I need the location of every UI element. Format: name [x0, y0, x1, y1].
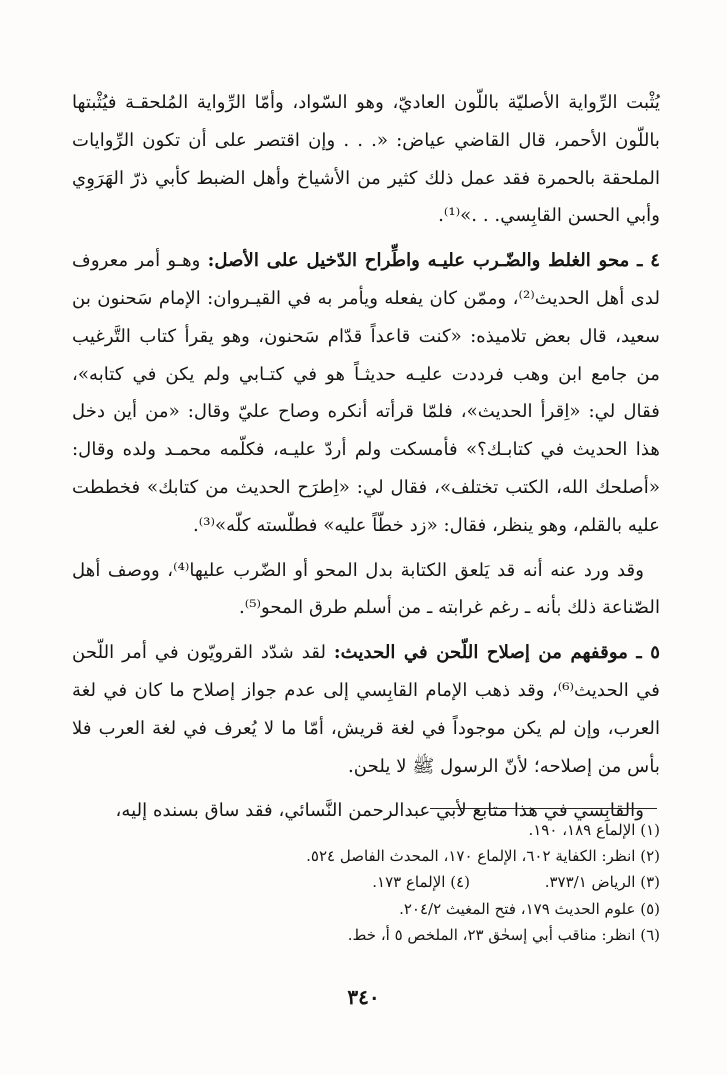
- section-4-text: وهـو أمر معروف لدى أهل الحديث⁽²⁾، وممّن كان يفعله ويأمر به في القيـروان: الإمام سَحنون بن سعيد، قال بعض تلاميذه: «كنت قاعداً قدّام سَحنون، وهو يقرأ كتاب التَّرغيب من جامع ابن وهب فرددت عليـه حديثـاً هو في كتـابي ولم يكن في كتابه»، فقال لي: «اِقرأ الحديث»، فلمّا قرأته أنكره وصاح عليّ وقال: «من أين دخل هذا الحديث في كتابـك؟» فأمسكت ولم أردّ عليـه، فكلّمه محمـد ولده وقال: «أصلحك الله، الكتب تختلف»، فقال لي: «اِطرَح الحديث من كتابك» فخططت عليه بالقلم، وهو ينظر، فقال: «زد خطّاً عليه» فطلّسته كلّه»⁽³⁾.: [72, 250, 660, 536]
- page-number: ٣٤٠: [347, 985, 380, 1009]
- line-3: الملحقة بالحمرة فقد عمل ذلك كثير من الأشياخ وأهل الضبط كأبي ذرّ الهَرَوِي: [72, 167, 660, 189]
- section-5: [72, 634, 660, 785]
- line-2: باللّون الأحمر، قال القاضي عياض: «. . . وإن اقتصر على أن تكون الرِّوايات: [72, 129, 660, 151]
- section-5-heading: ٥ ـ موقفهم من إصلاح اللّحن في الحديث:: [333, 642, 660, 664]
- footnote-2: (٢) انظر: الكفاية ٦٠٢، الإلماع ١٧٠، المحدث الفاصل ٥٢٤.: [306, 847, 660, 866]
- footnote-6: (٦) انظر: مناقب أبي إسحٰق ٢٣، الملخص ٥ أ، خط.: [347, 925, 660, 944]
- line-1: يُثْبت الرِّواية الأصليّة باللّون العاديّ، وهو السّواد، وأمّا الرِّواية المُلحقـة فيُثْبتها: [72, 92, 660, 113]
- footnote-5: (٥) علوم الحديث ١٧٩، فتح المغيث ٢٠٤/٢.: [399, 899, 660, 918]
- main-text: [72, 84, 660, 830]
- paragraph-opening: [72, 84, 660, 235]
- section-4-heading: ٤ ـ محو الغلط والضّـرب عليـه واطِّراح الدّخيل على الأصل:: [207, 250, 660, 272]
- footnote-1: (١) الإلماع ١٨٩، ١٩٠.: [528, 821, 660, 839]
- line-4: وأبي الحسن القابِسي. . .»⁽¹⁾.: [438, 205, 660, 227]
- footnote-4: (٤) الإلماع ١٧٣.: [372, 873, 470, 892]
- section-4: [72, 242, 660, 544]
- footnotes: [200, 817, 660, 948]
- footnote-divider: [430, 808, 657, 809]
- section-5-text: لقد شدّد القرويّون في أمر اللّحن في الحديث⁽⁶⁾، وقد ذهب الإمام القابِسي إلى عدم جواز إصلاح ما كان في لغة العرب، وإن لم يكن موجوداً في لغة قريش، أمّا ما لا يُعرف في لغة العرب فلا بأس من إصلاحه؛ لأنّ الرسول ﷺ لا يلحن.: [72, 642, 660, 777]
- footnote-3: (٣) الرياض ٣٧٣/١.: [544, 873, 660, 892]
- footnote-row-3-4: [200, 869, 660, 895]
- paragraph-mahw: وقد ورد عنه أنه قد يَلعق الكتابة بدل المحو أو الضّرب عليها⁽⁴⁾، ووصف أهل الصّناعة ذلك بأنه ـ رغم غرابته ـ من أسلم طرق المحو⁽⁵⁾.: [72, 559, 660, 619]
- paragraph-last: والقابِسي في هذا متابع لأبي عبدالرحمن النَّسائي، فقد ساق بسنده إليه،: [115, 800, 644, 822]
